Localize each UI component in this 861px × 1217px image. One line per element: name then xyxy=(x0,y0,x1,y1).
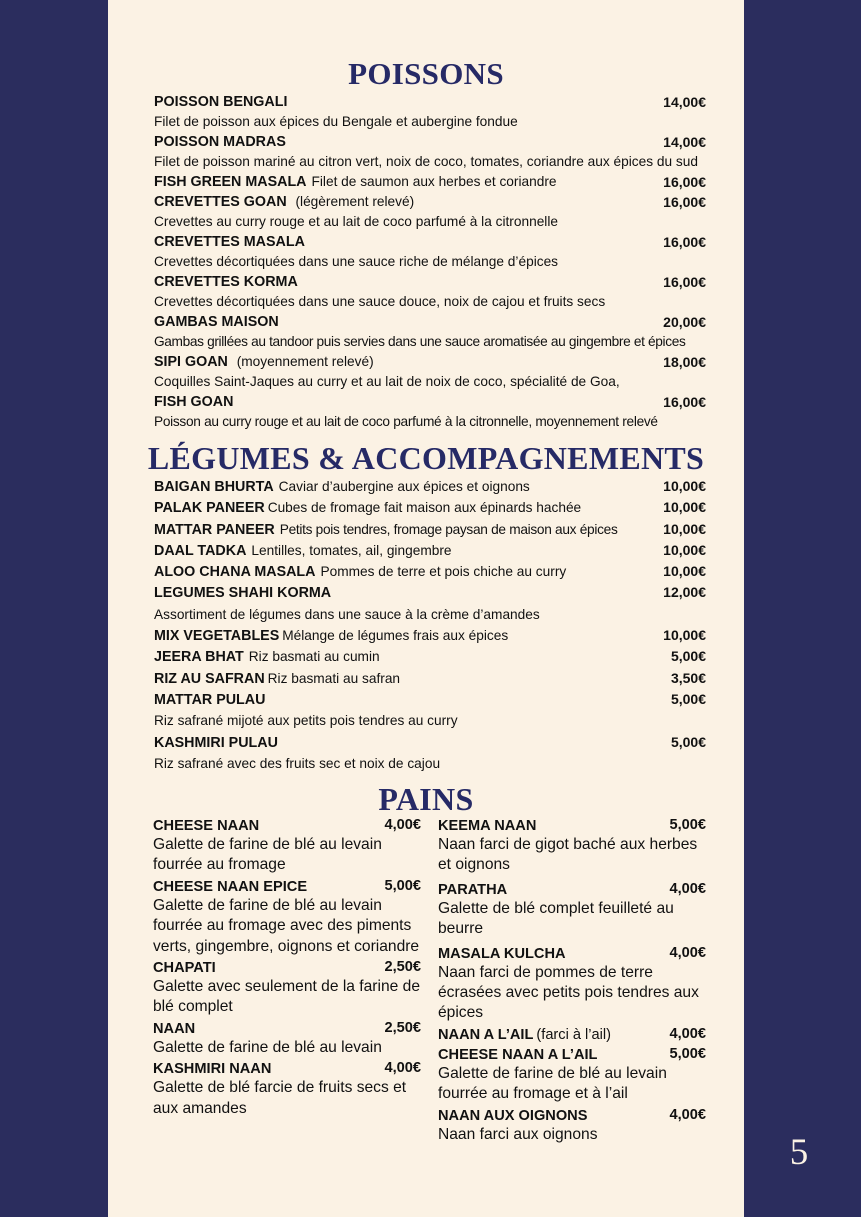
item-name: KASHMIRI NAAN xyxy=(153,1061,272,1078)
item-desc: Galette de blé complet feuilleté au beurre xyxy=(438,899,674,938)
menu-item xyxy=(154,392,706,412)
item-name: PARATHA xyxy=(438,881,508,898)
item-price: 16,00€ xyxy=(663,274,706,290)
item-name: KASHMIRI PULAU xyxy=(154,734,278,751)
item-inline-desc: (farci à l’ail) xyxy=(536,1026,612,1043)
item-name: CREVETTES GOAN xyxy=(154,194,287,210)
item-price: 2,50€ xyxy=(384,959,421,976)
item-name: MASALA KULCHA xyxy=(438,945,566,962)
item-price: 5,00€ xyxy=(670,733,706,750)
item-price: 16,00€ xyxy=(663,194,706,210)
item-inline-desc: Mélange de légumes frais aux épices xyxy=(282,628,509,644)
item-desc: Riz safrané mijoté aux petits pois tendres au curry xyxy=(154,713,458,729)
item-name: DAAL TADKA xyxy=(154,542,247,559)
item-name: MATTAR PANEER xyxy=(154,521,275,538)
item-inline-desc: Filet de saumon aux herbes et coriandre xyxy=(311,174,557,189)
item-inline-desc: Riz basmati au safran xyxy=(267,670,401,686)
poissons-list xyxy=(154,92,706,432)
item-price: 14,00€ xyxy=(663,134,706,150)
item-inline-desc: (moyennement relevé) xyxy=(232,354,374,369)
menu-item xyxy=(154,132,706,152)
item-price: 12,00€ xyxy=(663,584,706,601)
menu-item xyxy=(153,1058,421,1078)
item-price: 16,00€ xyxy=(663,394,706,410)
item-name: CHAPATI xyxy=(153,960,216,977)
item-price: 4,00€ xyxy=(669,1025,706,1042)
item-price: 4,00€ xyxy=(384,817,421,833)
item-price: 10,00€ xyxy=(663,563,706,580)
item-price: 5,00€ xyxy=(670,648,706,665)
item-desc: Galette avec seulement de la farine de blé complet xyxy=(153,978,420,1016)
item-desc: Crevettes décortiquées dans une sauce douce, noix de cajou et fruits secs xyxy=(154,294,606,309)
item-name: FISH GOAN xyxy=(154,394,234,410)
item-name: BAIGAN BHURTA xyxy=(154,479,274,495)
item-price: 5,00€ xyxy=(669,817,706,833)
item-name: CREVETTES KORMA xyxy=(154,274,298,290)
item-desc: Crevettes au curry rouge et au lait de coco parfumé à la citronnelle xyxy=(154,214,558,229)
item-name: MATTAR PULAU xyxy=(154,691,266,708)
menu-item xyxy=(154,172,706,192)
menu-item xyxy=(153,1018,421,1038)
item-name: JEERA BHAT xyxy=(154,649,244,666)
item-price: 5,00€ xyxy=(670,690,706,707)
item-price: 10,00€ xyxy=(663,541,706,558)
menu-item xyxy=(154,519,706,540)
item-desc: Galette de farine de blé au levain fourrée au fromage et à l’ail xyxy=(438,1064,667,1103)
item-name: CHEESE NAAN A L’AIL xyxy=(438,1046,598,1063)
menu-item xyxy=(154,625,706,646)
menu-panel xyxy=(108,0,744,1217)
item-name: GAMBAS MAISON xyxy=(154,314,279,330)
item-price: 5,00€ xyxy=(669,1045,706,1062)
item-desc: Assortiment de légumes dans une sauce à la crème d’amandes xyxy=(154,606,540,622)
item-desc: Crevettes décortiquées dans une sauce riche de mélange d’épices xyxy=(154,254,559,269)
item-inline-desc: Lentilles, tomates, ail, gingembre xyxy=(251,542,452,558)
item-desc: Coquilles Saint-Jaques au curry et au lait de noix de coco, spécialité de Goa, xyxy=(154,374,620,389)
menu-item xyxy=(154,582,706,603)
page-number: 5 xyxy=(789,1132,809,1173)
item-inline-desc: Pommes de terre et pois chiche au curry xyxy=(320,564,567,580)
legumes-list xyxy=(154,476,706,774)
section-title-poissons: POISSONS xyxy=(348,56,504,91)
menu-item xyxy=(154,668,706,689)
item-name: CREVETTES MASALA xyxy=(154,234,305,250)
item-name: POISSON MADRAS xyxy=(154,134,286,150)
item-name: RIZ AU SAFRAN xyxy=(154,670,265,687)
item-name: CHEESE NAAN EPICE xyxy=(153,878,308,895)
item-desc: Galette de farine de blé au levain fourrée au fromage xyxy=(153,836,382,874)
menu-item xyxy=(154,272,706,292)
item-price: 18,00€ xyxy=(663,354,706,370)
item-name: FISH GREEN MASALA xyxy=(154,174,307,190)
item-name: KEEMA NAAN xyxy=(438,818,537,834)
item-desc: Filet de poisson mariné au citron vert, noix de coco, tomates, coriandre aux épices du sud xyxy=(154,154,698,169)
menu-item xyxy=(438,815,706,835)
menu-item xyxy=(153,876,421,896)
item-inline-desc: Petits pois tendres, fromage paysan de maison aux épices xyxy=(279,521,618,537)
item-price: 2,50€ xyxy=(384,1019,421,1036)
item-price: 10,00€ xyxy=(663,478,706,494)
item-price: 20,00€ xyxy=(663,314,706,330)
item-inline-desc: (légèrement relevé) xyxy=(291,194,415,209)
item-desc: Galette de farine de blé au levain fourrée au fromage avec des piments verts, gingembre, oignons et coriandre xyxy=(153,896,420,955)
item-inline-desc: Cubes de fromage fait maison aux épinards hachée xyxy=(267,500,582,516)
menu-item xyxy=(154,476,706,497)
item-name: NAAN A L’AIL xyxy=(438,1026,534,1043)
section-title-pains: PAINS xyxy=(378,781,474,817)
menu-item xyxy=(154,732,706,753)
menu-item xyxy=(438,943,706,963)
item-name: SIPI GOAN xyxy=(154,354,228,370)
menu-item xyxy=(438,1044,706,1064)
pains-left-column xyxy=(153,815,421,1119)
menu-item xyxy=(154,540,706,561)
item-price: 16,00€ xyxy=(663,234,706,250)
item-name: NAAN AUX OIGNONS xyxy=(438,1107,588,1124)
item-desc: Galette de blé farcie de fruits secs et aux amandes xyxy=(153,1079,407,1117)
menu-item xyxy=(154,192,706,212)
item-inline-desc: Riz basmati au cumin xyxy=(248,649,380,665)
item-desc: Poisson au curry rouge et au lait de coco parfumé à la citronnelle, moyennement relevé xyxy=(154,414,658,429)
item-price: 4,00€ xyxy=(669,1106,706,1123)
menu-item xyxy=(154,561,706,582)
menu-item xyxy=(154,497,706,518)
item-desc: Filet de poisson aux épices du Bengale et aubergine fondue xyxy=(154,114,518,129)
item-name: MIX VEGETABLES xyxy=(154,628,280,645)
item-price: 4,00€ xyxy=(384,1060,421,1077)
menu-item xyxy=(153,957,421,977)
item-name: PALAK PANEER xyxy=(154,500,265,517)
item-desc: Naan farci aux oignons xyxy=(438,1125,598,1143)
menu-item xyxy=(438,879,706,899)
item-price: 4,00€ xyxy=(669,944,706,961)
item-desc: Riz safrané avec des fruits sec et noix de cajou xyxy=(154,755,441,771)
item-desc: Galette de farine de blé au levain xyxy=(153,1038,382,1056)
menu-item xyxy=(154,646,706,667)
item-price: 10,00€ xyxy=(663,520,706,537)
item-price: 14,00€ xyxy=(663,94,706,110)
item-desc: Gambas grillées au tandoor puis servies dans une sauce aromatisée au gingembre et épices xyxy=(154,334,686,349)
item-inline-desc: Caviar d’aubergine aux épices et oignons xyxy=(278,479,530,494)
item-price: 3,50€ xyxy=(670,669,706,686)
item-desc: Naan farci de pommes de terre écrasées avec petits pois tendres aux épices xyxy=(438,963,699,1022)
item-name: POISSON BENGALI xyxy=(154,94,288,110)
item-price: 16,00€ xyxy=(663,174,706,190)
pains-right-column xyxy=(438,815,706,1145)
menu-item xyxy=(153,815,421,835)
menu-item xyxy=(154,232,706,252)
menu-item xyxy=(154,312,706,332)
menu-item xyxy=(154,689,706,710)
item-desc: Naan farci de gigot baché aux herbes et oignons xyxy=(438,836,698,874)
item-price: 5,00€ xyxy=(384,877,421,894)
menu-item xyxy=(154,352,706,372)
item-name: ALOO CHANA MASALA xyxy=(154,564,316,581)
menu-item xyxy=(438,1024,706,1044)
item-name: LEGUMES SHAHI KORMA xyxy=(154,585,332,602)
item-name: CHEESE NAAN xyxy=(153,818,260,834)
menu-item xyxy=(154,92,706,112)
section-title-legumes: LÉGUMES & ACCOMPAGNEMENTS xyxy=(147,440,705,476)
item-price: 10,00€ xyxy=(663,499,706,516)
item-price: 10,00€ xyxy=(663,627,706,644)
item-name: NAAN xyxy=(153,1020,196,1037)
menu-item xyxy=(438,1105,706,1125)
item-price: 4,00€ xyxy=(669,880,706,897)
